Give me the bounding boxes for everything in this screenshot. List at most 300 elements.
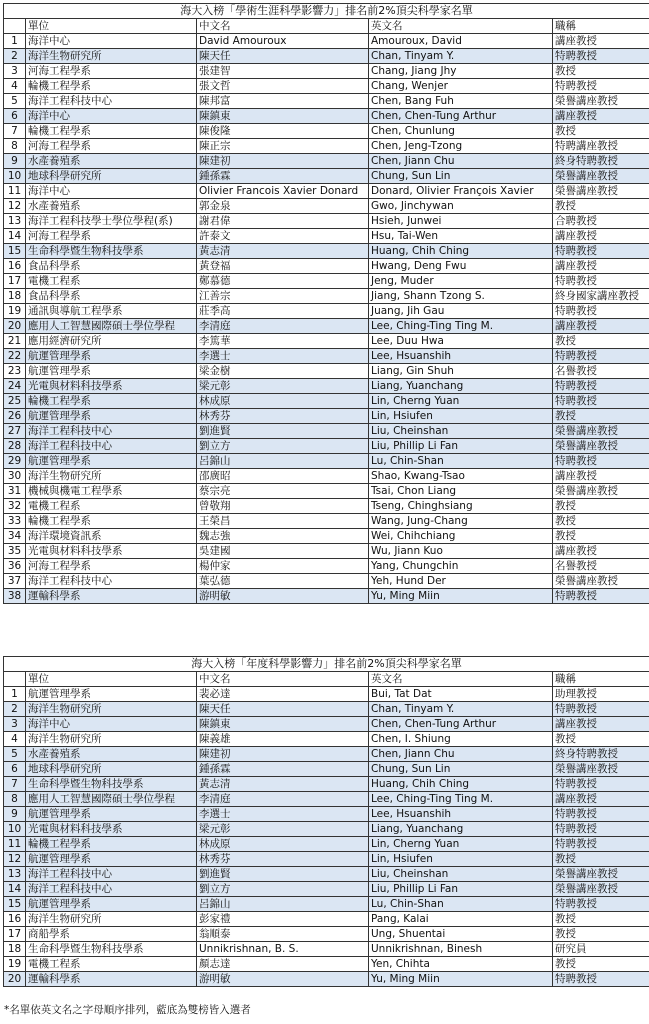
english-name-cell: Donard, Olivier François Xavier [369, 184, 553, 199]
chinese-name-cell: 李篤華 [197, 334, 369, 349]
english-name-cell: Yeh, Hund Der [369, 574, 553, 589]
row-number: 5 [4, 747, 26, 762]
row-number: 7 [4, 777, 26, 792]
row-number: 10 [4, 169, 26, 184]
job-title-cell: 終身特聘教授 [553, 154, 649, 169]
table-row [4, 274, 649, 289]
job-title-cell: 講座教授 [553, 259, 649, 274]
english-name-cell: Bui, Tat Dat [369, 687, 553, 702]
row-number: 23 [4, 364, 26, 379]
english-name-cell: Liu, Phillip Li Fan [369, 439, 553, 454]
row-number: 6 [4, 109, 26, 124]
row-number: 9 [4, 154, 26, 169]
table-row [4, 559, 649, 574]
row-number: 12 [4, 852, 26, 867]
row-number: 6 [4, 762, 26, 777]
table-row [4, 199, 649, 214]
english-name-cell: Huang, Chih Ching [369, 777, 553, 792]
chinese-name-cell: Unnikrishnan, B. S. [197, 942, 369, 957]
table-row [4, 529, 649, 544]
english-name-cell: Chen, Chen-Tung Arthur [369, 717, 553, 732]
table-title: 海大入榜「學術生涯科學影響力」排名前2%頂尖科學家名單 [4, 4, 649, 19]
table-row [4, 229, 649, 244]
table-title: 海大入榜「年度科學影響力」排名前2%頂尖科學家名單 [4, 657, 649, 672]
unit-cell: 海洋中心 [26, 109, 197, 124]
job-title-cell: 榮譽講座教授 [553, 867, 649, 882]
unit-cell: 電機工程系 [26, 274, 197, 289]
row-number: 30 [4, 469, 26, 484]
english-name-cell: Yen, Chihta [369, 957, 553, 972]
english-name-cell: Yu, Ming Miin [369, 589, 553, 604]
english-name-cell: Yang, Chungchin [369, 559, 553, 574]
unit-cell: 航運管理學系 [26, 687, 197, 702]
chinese-name-cell: 劉進賢 [197, 424, 369, 439]
unit-cell: 河海工程學系 [26, 229, 197, 244]
chinese-name-cell: 李清庭 [197, 792, 369, 807]
table-row [4, 214, 649, 229]
english-name-cell: Chen, I. Shiung [369, 732, 553, 747]
job-title-cell: 教授 [553, 732, 649, 747]
chinese-name-cell: 王榮昌 [197, 514, 369, 529]
row-number: 5 [4, 94, 26, 109]
row-number: 4 [4, 79, 26, 94]
english-name-cell: Wei, Chihchiang [369, 529, 553, 544]
chinese-name-cell: 陳義雄 [197, 732, 369, 747]
chinese-name-cell: 謝君偉 [197, 214, 369, 229]
unit-cell: 電機工程系 [26, 499, 197, 514]
row-number: 18 [4, 942, 26, 957]
chinese-name-cell: 林秀芬 [197, 852, 369, 867]
unit-cell: 應用經濟研究所 [26, 334, 197, 349]
table-row [4, 64, 649, 79]
chinese-name-cell: 梁元彰 [197, 379, 369, 394]
chinese-name-cell: 呂錦山 [197, 897, 369, 912]
job-title-cell: 特聘教授 [553, 822, 649, 837]
chinese-name-cell: 李選士 [197, 349, 369, 364]
chinese-name-cell: 陳建初 [197, 747, 369, 762]
chinese-name-cell: 魏志強 [197, 529, 369, 544]
row-number: 18 [4, 289, 26, 304]
english-name-cell: Amouroux, David [369, 34, 553, 49]
table-row [4, 897, 649, 912]
english-name-cell: Pang, Kalai [369, 912, 553, 927]
unit-cell: 水產養殖系 [26, 199, 197, 214]
table-row [4, 852, 649, 867]
job-title-cell: 講座教授 [553, 109, 649, 124]
unit-cell: 電機工程系 [26, 957, 197, 972]
table-row [4, 822, 649, 837]
job-title-cell: 名譽教授 [553, 364, 649, 379]
unit-cell: 海洋工程科技中心 [26, 867, 197, 882]
unit-cell: 通訊與導航工程學系 [26, 304, 197, 319]
row-number: 32 [4, 499, 26, 514]
unit-cell: 河海工程學系 [26, 64, 197, 79]
english-name-cell: Unnikrishnan, Binesh [369, 942, 553, 957]
chinese-name-cell: 鍾孫霖 [197, 762, 369, 777]
chinese-name-cell: 張建智 [197, 64, 369, 79]
table-row [4, 139, 649, 154]
row-number: 9 [4, 807, 26, 822]
job-title-cell: 榮譽講座教授 [553, 882, 649, 897]
job-title-cell: 特聘教授 [553, 349, 649, 364]
row-number: 11 [4, 837, 26, 852]
table-row [4, 837, 649, 852]
unit-cell: 海洋工程科技中心 [26, 94, 197, 109]
header-job-title: 職稱 [553, 19, 649, 34]
job-title-cell: 榮譽講座教授 [553, 574, 649, 589]
table-row [4, 912, 649, 927]
header-number [4, 672, 26, 687]
job-title-cell: 特聘教授 [553, 777, 649, 792]
job-title-cell: 教授 [553, 64, 649, 79]
table-row [4, 574, 649, 589]
english-name-cell: Ung, Shuentai [369, 927, 553, 942]
job-title-cell: 特聘教授 [553, 454, 649, 469]
english-name-cell: Chan, Tinyam Y. [369, 702, 553, 717]
english-name-cell: Shao, Kwang-Tsao [369, 469, 553, 484]
english-name-cell: Tseng, Chinghsiang [369, 499, 553, 514]
unit-cell: 海洋中心 [26, 717, 197, 732]
chinese-name-cell: 李清庭 [197, 319, 369, 334]
english-name-cell: Hsieh, Junwei [369, 214, 553, 229]
chinese-name-cell: 劉進賢 [197, 867, 369, 882]
chinese-name-cell: 梁元彰 [197, 822, 369, 837]
english-name-cell: Liang, Gin Shuh [369, 364, 553, 379]
table-row [4, 379, 649, 394]
unit-cell: 輪機工程學系 [26, 837, 197, 852]
header-english-name: 英文名 [369, 19, 553, 34]
unit-cell: 地球科學研究所 [26, 169, 197, 184]
table-row [4, 94, 649, 109]
job-title-cell: 講座教授 [553, 229, 649, 244]
chinese-name-cell: 葉弘德 [197, 574, 369, 589]
table-row [4, 972, 649, 987]
unit-cell: 海洋環境資訊系 [26, 529, 197, 544]
english-name-cell: Jiang, Shann Tzong S. [369, 289, 553, 304]
unit-cell: 航運管理學系 [26, 364, 197, 379]
table-row [4, 777, 649, 792]
english-name-cell: Tsai, Chon Liang [369, 484, 553, 499]
chinese-name-cell: 陳建初 [197, 154, 369, 169]
row-number: 27 [4, 424, 26, 439]
header-chinese-name: 中文名 [197, 672, 369, 687]
job-title-cell: 教授 [553, 852, 649, 867]
row-number: 21 [4, 334, 26, 349]
unit-cell: 運輸科學系 [26, 972, 197, 987]
table-row [4, 289, 649, 304]
row-number: 29 [4, 454, 26, 469]
row-number: 19 [4, 957, 26, 972]
job-title-cell: 榮譽講座教授 [553, 439, 649, 454]
unit-cell: 海洋中心 [26, 34, 197, 49]
chinese-name-cell: 梁金樹 [197, 364, 369, 379]
chinese-name-cell: 顏志達 [197, 957, 369, 972]
unit-cell: 水產養殖系 [26, 747, 197, 762]
footnote: *名單依英文名之字母順序排列，藍底為雙榜皆入選者 [4, 1004, 251, 1016]
chinese-name-cell: 楊仲家 [197, 559, 369, 574]
row-number: 17 [4, 927, 26, 942]
row-number: 20 [4, 972, 26, 987]
job-title-cell: 特聘教授 [553, 702, 649, 717]
chinese-name-cell: 黃志清 [197, 777, 369, 792]
row-number: 7 [4, 124, 26, 139]
chinese-name-cell: 張文哲 [197, 79, 369, 94]
table-row [4, 394, 649, 409]
unit-cell: 海洋生物研究所 [26, 732, 197, 747]
table-row [4, 439, 649, 454]
job-title-cell: 講座教授 [553, 792, 649, 807]
table-row [4, 687, 649, 702]
unit-cell: 海洋工程科技中心 [26, 424, 197, 439]
job-title-cell: 講座教授 [553, 319, 649, 334]
unit-cell: 運輸科學系 [26, 589, 197, 604]
table-row [4, 244, 649, 259]
english-name-cell: Lin, Hsiufen [369, 409, 553, 424]
unit-cell: 航運管理學系 [26, 409, 197, 424]
table-row [4, 409, 649, 424]
row-number: 24 [4, 379, 26, 394]
chinese-name-cell: 彭家禮 [197, 912, 369, 927]
chinese-name-cell: 陳邦富 [197, 94, 369, 109]
table-row [4, 259, 649, 274]
lifetime-impact-table [3, 3, 649, 604]
english-name-cell: Lin, Cherng Yuan [369, 837, 553, 852]
english-name-cell: Chung, Sun Lin [369, 169, 553, 184]
chinese-name-cell: 黃登福 [197, 259, 369, 274]
chinese-name-cell: 鍾孫霖 [197, 169, 369, 184]
row-number: 34 [4, 529, 26, 544]
row-number: 1 [4, 34, 26, 49]
unit-cell: 輪機工程學系 [26, 394, 197, 409]
job-title-cell: 合聘教授 [553, 214, 649, 229]
unit-cell: 光電與材料科技學系 [26, 544, 197, 559]
row-number: 10 [4, 822, 26, 837]
unit-cell: 應用人工智慧國際碩士學位學程 [26, 319, 197, 334]
chinese-name-cell: 蔡宗亮 [197, 484, 369, 499]
table-row [4, 34, 649, 49]
english-name-cell: Chen, Jiann Chu [369, 154, 553, 169]
table-row [4, 589, 649, 604]
unit-cell: 食品科學系 [26, 289, 197, 304]
row-number: 38 [4, 589, 26, 604]
row-number: 16 [4, 259, 26, 274]
chinese-name-cell: 林成原 [197, 837, 369, 852]
table-row [4, 957, 649, 972]
unit-cell: 輪機工程學系 [26, 514, 197, 529]
row-number: 3 [4, 717, 26, 732]
table-row [4, 544, 649, 559]
row-number: 35 [4, 544, 26, 559]
chinese-name-cell: 裴必達 [197, 687, 369, 702]
row-number: 13 [4, 214, 26, 229]
job-title-cell: 教授 [553, 514, 649, 529]
english-name-cell: Yu, Ming Miin [369, 972, 553, 987]
job-title-cell: 榮譽講座教授 [553, 94, 649, 109]
english-name-cell: Wu, Jiann Kuo [369, 544, 553, 559]
table-row [4, 124, 649, 139]
english-name-cell: Chen, Bang Fuh [369, 94, 553, 109]
table-row [4, 747, 649, 762]
english-name-cell: Wang, Jung-Chang [369, 514, 553, 529]
job-title-cell: 講座教授 [553, 544, 649, 559]
job-title-cell: 講座教授 [553, 469, 649, 484]
header-chinese-name: 中文名 [197, 19, 369, 34]
job-title-cell: 講座教授 [553, 717, 649, 732]
unit-cell: 航運管理學系 [26, 852, 197, 867]
row-number: 33 [4, 514, 26, 529]
table-row [4, 867, 649, 882]
job-title-cell: 特聘教授 [553, 49, 649, 64]
row-number: 12 [4, 199, 26, 214]
job-title-cell: 教授 [553, 927, 649, 942]
table-row [4, 499, 649, 514]
job-title-cell: 教授 [553, 409, 649, 424]
english-name-cell: Lee, Hsuanshih [369, 349, 553, 364]
unit-cell: 應用人工智慧國際碩士學位學程 [26, 792, 197, 807]
table-row [4, 469, 649, 484]
english-name-cell: Lin, Hsiufen [369, 852, 553, 867]
english-name-cell: Lee, Ching-Ting Ting M. [369, 319, 553, 334]
job-title-cell: 教授 [553, 124, 649, 139]
english-name-cell: Juang, Jih Gau [369, 304, 553, 319]
chinese-name-cell: 黃志清 [197, 244, 369, 259]
english-name-cell: Chen, Chen-Tung Arthur [369, 109, 553, 124]
job-title-cell: 教授 [553, 912, 649, 927]
job-title-cell: 榮譽講座教授 [553, 484, 649, 499]
row-number: 2 [4, 702, 26, 717]
unit-cell: 機械與機電工程學系 [26, 484, 197, 499]
table-row [4, 349, 649, 364]
unit-cell: 海洋生物研究所 [26, 469, 197, 484]
job-title-cell: 特聘教授 [553, 274, 649, 289]
annual-impact-table [3, 656, 649, 987]
row-number: 1 [4, 687, 26, 702]
row-number: 25 [4, 394, 26, 409]
chinese-name-cell: 林秀芬 [197, 409, 369, 424]
unit-cell: 海洋生物研究所 [26, 49, 197, 64]
chinese-name-cell: 郭金泉 [197, 199, 369, 214]
unit-cell: 海洋工程科技中心 [26, 882, 197, 897]
table-row [4, 424, 649, 439]
job-title-cell: 特聘教授 [553, 79, 649, 94]
unit-cell: 海洋工程科技中心 [26, 574, 197, 589]
table-row [4, 334, 649, 349]
table-row [4, 717, 649, 732]
job-title-cell: 終身國家講座教授 [553, 289, 649, 304]
job-title-cell: 特聘教授 [553, 244, 649, 259]
job-title-cell: 特聘教授 [553, 394, 649, 409]
unit-cell: 航運管理學系 [26, 807, 197, 822]
unit-cell: 地球科學研究所 [26, 762, 197, 777]
job-title-cell: 榮譽講座教授 [553, 424, 649, 439]
job-title-cell: 助理教授 [553, 687, 649, 702]
row-number: 13 [4, 867, 26, 882]
english-name-cell: Chen, Jiann Chu [369, 747, 553, 762]
unit-cell: 航運管理學系 [26, 897, 197, 912]
chinese-name-cell: 莊季高 [197, 304, 369, 319]
table-row [4, 304, 649, 319]
table-row [4, 942, 649, 957]
header-job-title: 職稱 [553, 672, 649, 687]
row-number: 26 [4, 409, 26, 424]
job-title-cell: 終身特聘教授 [553, 747, 649, 762]
job-title-cell: 特聘教授 [553, 837, 649, 852]
english-name-cell: Hwang, Deng Fwu [369, 259, 553, 274]
table-row [4, 762, 649, 777]
row-number: 28 [4, 439, 26, 454]
row-number: 36 [4, 559, 26, 574]
chinese-name-cell: Olivier Francois Xavier Donard [197, 184, 369, 199]
unit-cell: 海洋生物研究所 [26, 702, 197, 717]
unit-cell: 光電與材料科技學系 [26, 822, 197, 837]
row-number: 4 [4, 732, 26, 747]
chinese-name-cell: 曾敬翔 [197, 499, 369, 514]
row-number: 14 [4, 882, 26, 897]
row-number: 17 [4, 274, 26, 289]
job-title-cell: 特聘教授 [553, 379, 649, 394]
table-row [4, 184, 649, 199]
table-row [4, 319, 649, 334]
table-row [4, 49, 649, 64]
english-name-cell: Lee, Duu Hwa [369, 334, 553, 349]
table-row [4, 927, 649, 942]
job-title-cell: 特聘教授 [553, 589, 649, 604]
row-number: 14 [4, 229, 26, 244]
table-row [4, 807, 649, 822]
job-title-cell: 榮譽講座教授 [553, 762, 649, 777]
unit-cell: 海洋工程科技中心 [26, 439, 197, 454]
unit-cell: 河海工程學系 [26, 559, 197, 574]
unit-cell: 河海工程學系 [26, 139, 197, 154]
unit-cell: 海洋工程科技學士學位學程(系) [26, 214, 197, 229]
row-number: 20 [4, 319, 26, 334]
table-row [4, 484, 649, 499]
unit-cell: 光電與材料科技學系 [26, 379, 197, 394]
job-title-cell: 教授 [553, 199, 649, 214]
english-name-cell: Lu, Chin-Shan [369, 454, 553, 469]
job-title-cell: 教授 [553, 529, 649, 544]
table-row [4, 882, 649, 897]
english-name-cell: Lee, Hsuanshih [369, 807, 553, 822]
table-row [4, 792, 649, 807]
table-row [4, 154, 649, 169]
chinese-name-cell: 吳建國 [197, 544, 369, 559]
row-number: 16 [4, 912, 26, 927]
table-row [4, 364, 649, 379]
chinese-name-cell: 翁順泰 [197, 927, 369, 942]
unit-cell: 海洋生物研究所 [26, 912, 197, 927]
chinese-name-cell: 李選士 [197, 807, 369, 822]
job-title-cell: 特聘教授 [553, 972, 649, 987]
english-name-cell: Lin, Cherng Yuan [369, 394, 553, 409]
chinese-name-cell: 林成原 [197, 394, 369, 409]
row-number: 8 [4, 792, 26, 807]
job-title-cell: 特聘講座教授 [553, 139, 649, 154]
unit-cell: 生命科學暨生物科技學系 [26, 777, 197, 792]
unit-cell: 生命科學暨生物科技學系 [26, 244, 197, 259]
chinese-name-cell: 鄭慕德 [197, 274, 369, 289]
chinese-name-cell: 陳鎮東 [197, 717, 369, 732]
unit-cell: 食品科學系 [26, 259, 197, 274]
header-unit: 單位 [26, 672, 197, 687]
english-name-cell: Chen, Jeng-Tzong [369, 139, 553, 154]
row-number: 3 [4, 64, 26, 79]
row-number: 8 [4, 139, 26, 154]
english-name-cell: Chung, Sun Lin [369, 762, 553, 777]
job-title-cell: 榮譽講座教授 [553, 169, 649, 184]
chinese-name-cell: 陳俊隆 [197, 124, 369, 139]
english-name-cell: Lee, Ching-Ting Ting M. [369, 792, 553, 807]
